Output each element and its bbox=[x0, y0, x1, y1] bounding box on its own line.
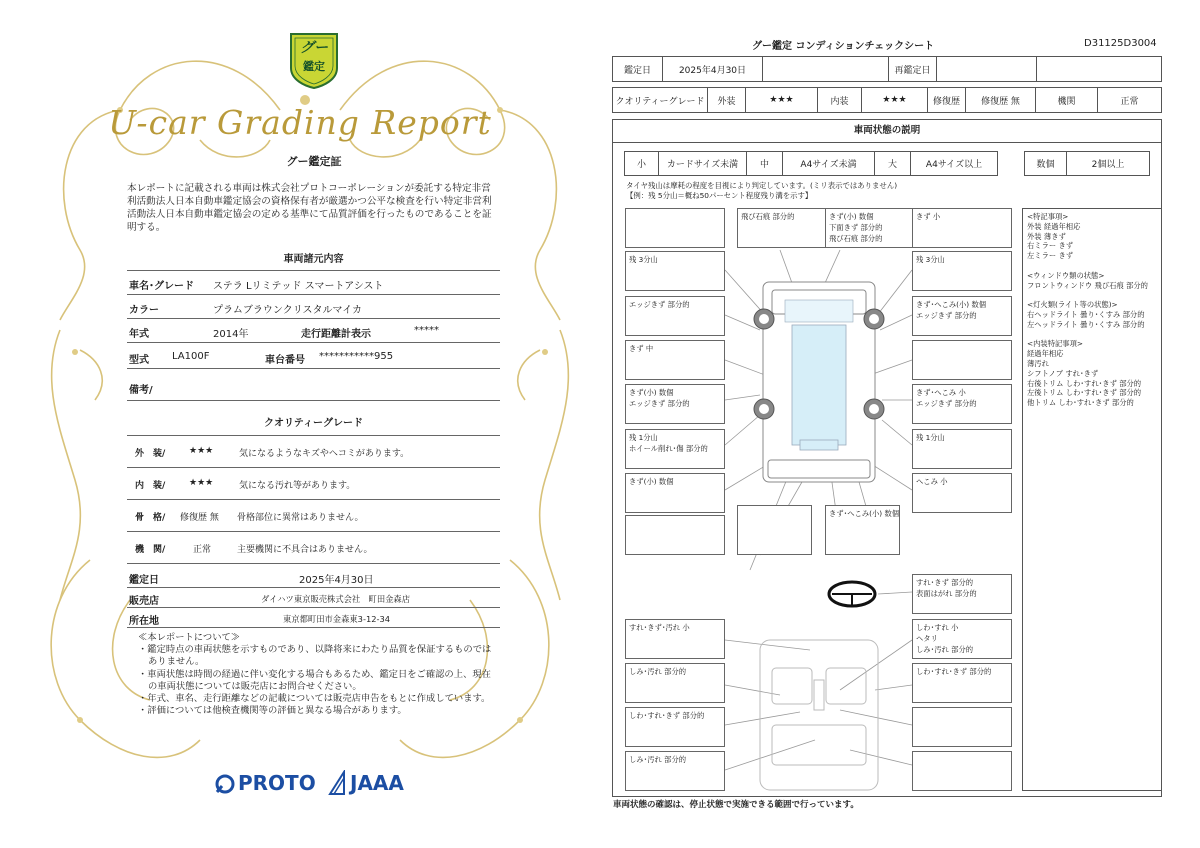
quality-row-exterior bbox=[127, 436, 500, 468]
damage-box-left-6: きず(小) 数個 bbox=[625, 473, 725, 513]
damage-box-right-2: きず･へこみ(小) 数個 エッジきず 部分的 bbox=[912, 296, 1012, 336]
spec-value-chassis: ***********955 bbox=[319, 351, 394, 362]
spec-row-color bbox=[127, 295, 500, 319]
date-value: 2025年4月30日 bbox=[663, 57, 763, 81]
badge-text-top: グー bbox=[300, 40, 328, 56]
damage-box-right-4: きず･へこみ 小 エッジきず 部分的 bbox=[912, 384, 1012, 424]
count-desc: 2個以上 bbox=[1091, 160, 1125, 170]
damage-box-top-left-1 bbox=[625, 208, 725, 248]
damage-box-steering: すれ･きず 部分的 表面はがれ 部分的 bbox=[912, 574, 1012, 614]
quality-label: 機 関/ bbox=[135, 545, 166, 555]
quality-grade: 正常 bbox=[193, 545, 212, 555]
special-note-line: 右ヘッドライト 曇り･くすみ 部分的 bbox=[1027, 309, 1145, 319]
address-label: 所在地 bbox=[129, 616, 159, 627]
special-note-line: 外装 薄きず bbox=[1027, 231, 1066, 241]
quality-grade: ★★★ bbox=[189, 446, 214, 456]
count-label: 数個 bbox=[1025, 152, 1067, 175]
special-note-line: 右ミラー きず bbox=[1027, 241, 1074, 251]
damage-box-right-3 bbox=[912, 340, 1012, 380]
spec-value-color: プラムブラウンクリスタルマイカ bbox=[213, 305, 362, 316]
condition-title: 車両状態の説明 bbox=[612, 119, 1162, 143]
address-value: 東京都町田市金森東3-12-34 bbox=[283, 614, 391, 624]
proto-logo-text: PROTO bbox=[238, 771, 316, 795]
notes-item: ・鑑定時点の車両状態を示すものであり、以降将来にわたり品質を保証するものではありません。 bbox=[138, 644, 492, 668]
notes-item: ・年式、車名、走行距離などの記載については販売店申告をもとに作成しています。 bbox=[138, 693, 491, 705]
damage-box-bottom-right-2: きず･へこみ(小) 数個 bbox=[825, 505, 900, 555]
damage-box-right-5: 残 1分山 bbox=[912, 429, 1012, 469]
jaaa-logo-icon bbox=[326, 770, 348, 796]
notes-item: ・評価については他検査機関等の評価と異なる場合があります。 bbox=[138, 705, 407, 717]
spec-label-mileage: 走行距離計表示 bbox=[301, 329, 371, 340]
appraisal-date-row bbox=[127, 566, 500, 588]
special-note-line: <内装特記事項> bbox=[1027, 339, 1084, 349]
damage-box-int-right-2: しわ･すれ･きず 部分的 bbox=[912, 663, 1012, 703]
quality-title: クオリティーグレード bbox=[264, 418, 363, 429]
spec-label-year: 年式 bbox=[129, 329, 149, 340]
special-notes-box bbox=[1022, 208, 1162, 791]
quality-grade: ★★★ bbox=[189, 478, 214, 488]
engine-label: 機関 bbox=[1036, 88, 1098, 112]
report-title: U-car Grading Report bbox=[108, 103, 492, 142]
special-note-line: 左ヘッドライト 曇り･くすみ 部分的 bbox=[1027, 319, 1145, 329]
damage-box-top-right-1: きず 小 bbox=[912, 208, 1012, 248]
date-label: 鑑定日 bbox=[613, 57, 663, 81]
spec-row-year bbox=[127, 319, 500, 343]
sheet-footer: 車両状態の確認は、停止状態で実施できる範囲で行っています。 bbox=[613, 800, 859, 810]
damage-box-top-right-2: きず(小) 数個 下面きず 部分的 飛び石痕 部分的 bbox=[825, 208, 915, 248]
special-note-line: フロントウィンドウ 飛び石痕 部分的 bbox=[1027, 280, 1148, 290]
spec-label-model: 型式 bbox=[129, 355, 149, 366]
special-note-line: <特記事項> bbox=[1027, 212, 1069, 221]
size-mid: 中 bbox=[747, 152, 783, 175]
size-large-desc: A4サイズ以上 bbox=[925, 160, 983, 170]
spec-row-model bbox=[127, 343, 500, 369]
damage-box-bottom-left-1 bbox=[625, 515, 725, 555]
damage-box-top-left-2: 飛び石痕 部分的 bbox=[737, 208, 827, 248]
size-large: 大 bbox=[875, 152, 911, 175]
steering-wheel-icon bbox=[829, 582, 875, 606]
appraisal-date-value: 2025年4月30日 bbox=[299, 575, 374, 586]
repair-label: 修復歴 bbox=[928, 88, 966, 112]
report-notes bbox=[138, 632, 498, 717]
spec-value-year: 2014年 bbox=[213, 329, 249, 340]
repair-value: 修復歴 無 bbox=[966, 88, 1036, 112]
spec-label-name: 車名･グレード bbox=[129, 281, 194, 292]
damage-box-left-5: 残 1分山 ホイール削れ･傷 部分的 bbox=[625, 429, 725, 469]
quality-desc: 気になるようなキズやヘコミがあります。 bbox=[239, 449, 410, 459]
spec-value-mileage: ***** bbox=[414, 325, 439, 336]
sheet-title: グー鑑定 コンディションチェックシート bbox=[752, 41, 935, 52]
condition-check-sheet bbox=[600, 0, 1200, 848]
damage-box-int-left-4: しみ･汚れ 部分的 bbox=[625, 751, 725, 791]
tire-note: タイヤ残山は摩耗の程度を目視により判定しています。(ミリ表示ではありません) bbox=[626, 181, 898, 190]
certificate-title: グー鑑定証 bbox=[286, 155, 342, 168]
exterior-value: ★★★ bbox=[746, 88, 818, 112]
special-note-line bbox=[1027, 290, 1157, 300]
quality-label: 外 装/ bbox=[135, 449, 166, 459]
quality-desc: 気になる汚れ等があります。 bbox=[239, 481, 356, 491]
proto-logo-icon bbox=[214, 772, 236, 796]
spec-row-remarks bbox=[127, 369, 500, 401]
special-note-line: 外装 経過年相応 bbox=[1027, 221, 1081, 231]
quality-label: 骨 格/ bbox=[135, 513, 166, 523]
special-note-line bbox=[1027, 261, 1157, 271]
damage-box-int-left-1: すれ･きず･汚れ 小 bbox=[625, 619, 725, 659]
notes-item: ・車両状態は時間の経過に伴い変化する場合もあるため、鑑定日をご確認の上、現在の車両状態については販売店にお問合せください。 bbox=[138, 668, 491, 692]
certificate-body: 本レポートに記載される車両は株式会社プロトコーポレーションが委託する特定非営利活動法人日本自動車鑑定協会の資格保有者が厳選かつ公平な検査を行い特定非営利活動法人日本自動車鑑定協会の定める基準にて品質評価を行ったものであることを証明する。 bbox=[127, 183, 492, 233]
size-mid-desc: A4サイズ未満 bbox=[783, 152, 875, 175]
reappraisal-label: 再鑑定日 bbox=[889, 57, 937, 81]
damage-box-int-right-4 bbox=[912, 751, 1012, 791]
size-small: 小 bbox=[625, 152, 659, 175]
notes-title: ≪本レポートについて≫ bbox=[138, 632, 241, 643]
quality-row-frame bbox=[127, 500, 500, 532]
spec-label-chassis: 車台番号 bbox=[265, 355, 305, 366]
special-note-line: <灯火類(ライト等の状態)> bbox=[1027, 300, 1118, 310]
damage-box-right-6: へこみ 小 bbox=[912, 473, 1012, 513]
dealer-row bbox=[127, 588, 500, 608]
special-note-line: 左ミラー きず bbox=[1027, 251, 1074, 261]
quality-grade: 修復歴 無 bbox=[180, 513, 219, 523]
spec-label-color: カラー bbox=[129, 305, 159, 316]
special-note-line: <ウィンドウ類の状態> bbox=[1027, 270, 1105, 280]
specs-title: 車両諸元内容 bbox=[283, 254, 344, 265]
damage-box-int-right-1: しわ･すれ 小 ヘタリ しみ･汚れ 部分的 bbox=[912, 619, 1012, 659]
badge-text-bottom: 鑑定 bbox=[303, 60, 325, 73]
damage-box-left-3: きず 中 bbox=[625, 340, 725, 380]
special-note-line: 右後トリム しわ･すれ･きず 部分的 bbox=[1027, 378, 1142, 388]
special-note-line: 経過年相応 bbox=[1027, 349, 1064, 359]
interior-value: ★★★ bbox=[862, 88, 928, 112]
special-note-line: 左後トリム しわ･すれ･きず 部分的 bbox=[1027, 388, 1142, 398]
interior-label: 内装 bbox=[818, 88, 862, 112]
appraisal-date-label: 鑑定日 bbox=[129, 575, 159, 586]
quality-row-engine bbox=[127, 532, 500, 564]
engine-value: 正常 bbox=[1120, 96, 1139, 107]
damage-box-int-left-2: しみ･汚れ 部分的 bbox=[625, 663, 725, 703]
size-small-desc: カードサイズ未満 bbox=[659, 152, 747, 175]
quality-row-interior bbox=[127, 468, 500, 500]
dealer-value: ダイハツ東京販売株式会社 町田金森店 bbox=[261, 594, 411, 604]
dealer-label: 販売店 bbox=[129, 596, 159, 607]
damage-box-int-left-3: しわ･すれ･きず 部分的 bbox=[625, 707, 725, 747]
quality-desc: 骨格部位に異常はありません。 bbox=[237, 513, 364, 523]
tire-example: 【例：残 5分山＝概ね50パーセント程度残り溝を示す】 bbox=[626, 191, 813, 200]
sheet-id: D31125D3004 bbox=[1084, 38, 1157, 49]
quality-desc: 主要機関に不具合はありません。 bbox=[237, 545, 373, 555]
address-row bbox=[127, 608, 500, 628]
spec-label-remarks: 備考/ bbox=[129, 385, 153, 396]
damage-box-left-4: きず(小) 数個 エッジきず 部分的 bbox=[625, 384, 725, 424]
spec-value-model: LA100F bbox=[172, 351, 210, 362]
special-note-line: 他トリム しわ･すれ･きず 部分的 bbox=[1027, 398, 1134, 408]
special-note-line: シフトノブ すれ･きず bbox=[1027, 368, 1099, 378]
spec-row-name bbox=[127, 271, 500, 295]
exterior-label: 外装 bbox=[708, 88, 746, 112]
quality-label: 内 装/ bbox=[135, 481, 166, 491]
damage-box-bottom-left-2 bbox=[737, 505, 812, 555]
damage-box-right-1: 残 3分山 bbox=[912, 251, 1012, 291]
quality-grade-label: クオリティーグレード bbox=[613, 88, 708, 112]
damage-box-int-right-3 bbox=[912, 707, 1012, 747]
damage-box-left-2: エッジきず 部分的 bbox=[625, 296, 725, 336]
spec-value-name: ステラ Lリミテッド スマートアシスト bbox=[213, 281, 384, 292]
jaaa-logo-text: JAAA bbox=[350, 771, 404, 795]
damage-box-left-1: 残 3分山 bbox=[625, 251, 725, 291]
special-note-line: 薄汚れ bbox=[1027, 358, 1049, 368]
special-note-line bbox=[1027, 330, 1157, 340]
